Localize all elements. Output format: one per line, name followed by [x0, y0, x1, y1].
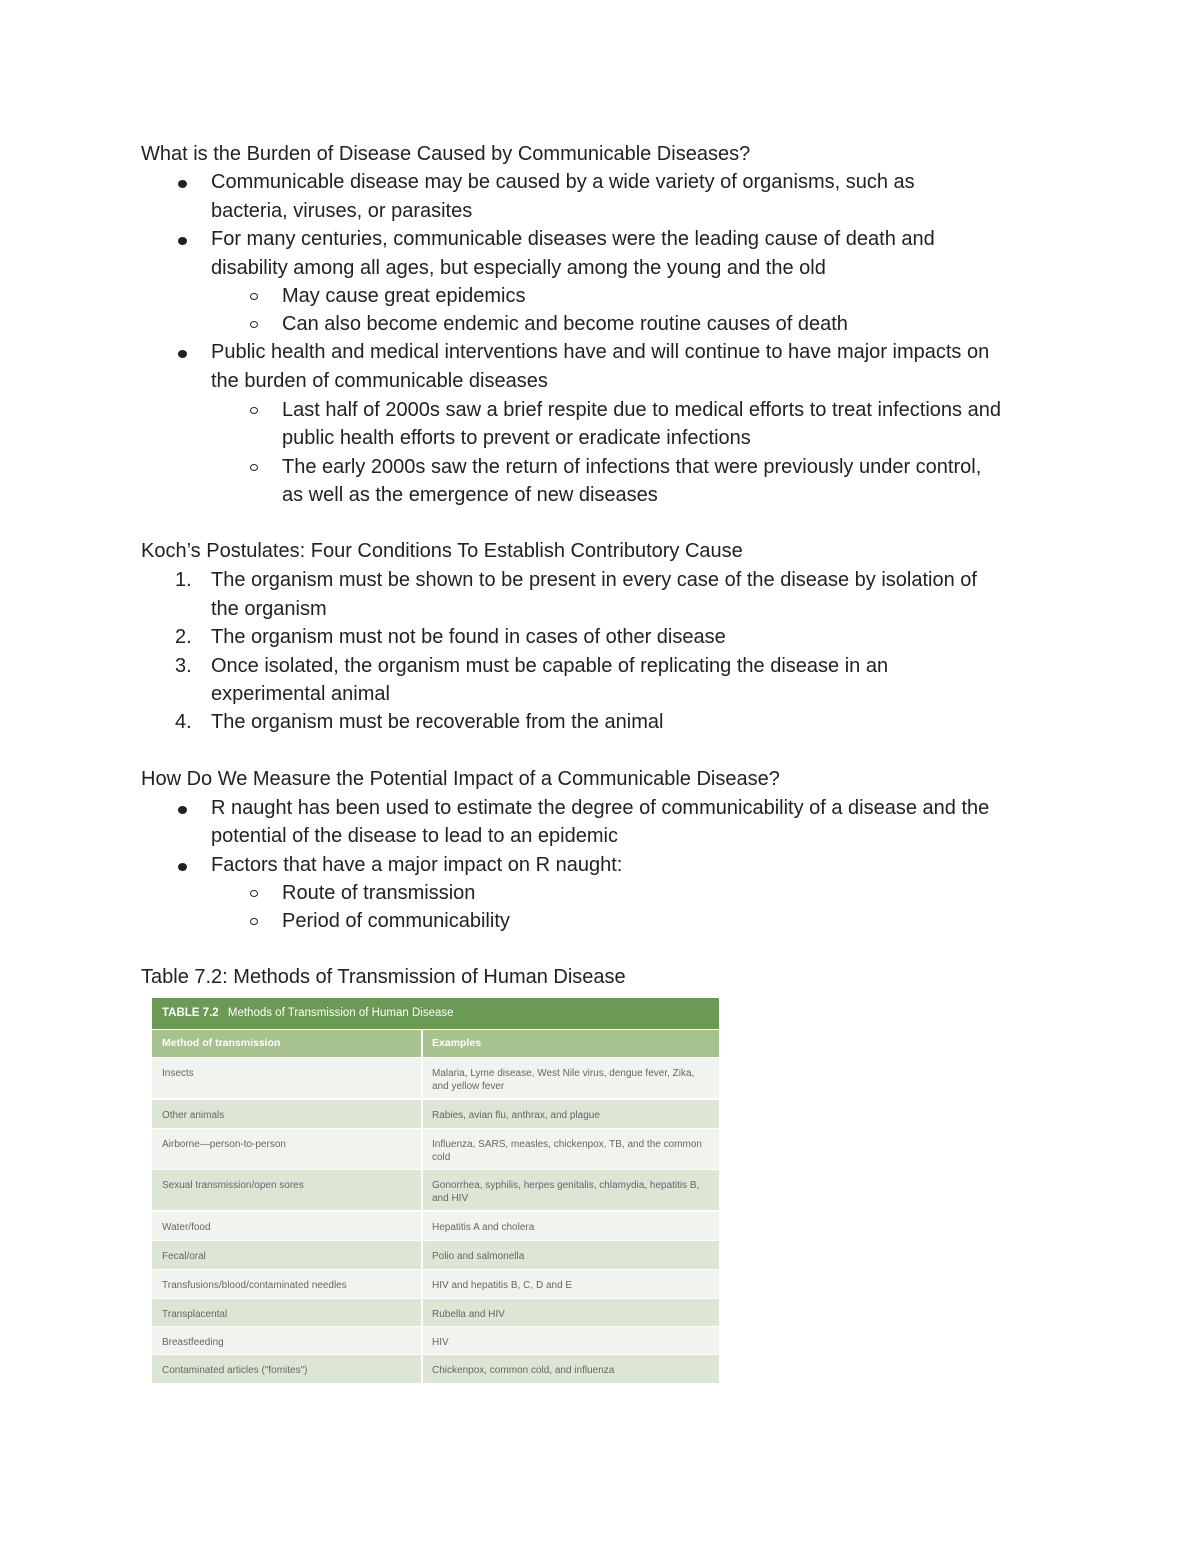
s3-bullet2-sub1: Route of transmission	[282, 882, 476, 904]
section2-heading: Koch’s Postulates: Four Conditions To Establish Contributory Cause	[141, 540, 743, 562]
table-row	[152, 1058, 719, 1098]
section3-heading: How Do We Measure the Potential Impact of a Communicable Disease?	[141, 768, 780, 790]
s2-item3-line2: experimental animal	[211, 683, 390, 705]
table-row	[152, 1100, 719, 1128]
table-row	[152, 1212, 719, 1240]
cell-examples: Gonorrhea, syphilis, herpes genitalis, chlamydia, hepatitis B, and HIV	[432, 1180, 700, 1204]
s1-bullet2-sub1: May cause great epidemics	[282, 285, 526, 307]
figure-title: Methods of Transmission of Human Disease	[227, 1007, 454, 1019]
bullet-circle-icon	[250, 407, 258, 414]
section1-heading: What is the Burden of Disease Caused by Communicable Diseases?	[141, 143, 751, 165]
s1-bullet3-sub1-line2: public health efforts to prevent or eradicate infections	[282, 427, 751, 449]
cell-examples: Influenza, SARS, measles, chickenpox, TB, and the common cold	[432, 1139, 702, 1163]
table-row	[152, 1241, 719, 1269]
s1-bullet3-sub1-line1: Last half of 2000s saw a brief respite due to medical efforts to treat infections and	[282, 399, 1001, 421]
s1-bullet3-sub2-line1: The early 2000s saw the return of infections that were previously under control,	[282, 456, 982, 478]
s1-bullet3-sub2-line2: as well as the emergence of new diseases	[282, 484, 658, 506]
cell-examples: Polio and salmonella	[432, 1251, 525, 1262]
s1-bullet2-line1: For many centuries, communicable diseases were the leading cause of death and	[211, 228, 935, 250]
s2-item1-line2: the organism	[211, 598, 327, 620]
cell-examples: Hepatitis A and cholera	[432, 1222, 535, 1233]
table-row	[152, 1270, 719, 1298]
s1-bullet3-line2: the burden of communicable diseases	[211, 370, 548, 392]
s2-item1-line1: The organism must be shown to be present in every case of the disease by isolation of	[211, 569, 977, 591]
figure-table-label: TABLE 7.2	[162, 1007, 219, 1019]
s1-bullet1-line2: bacteria, viruses, or parasites	[211, 200, 473, 222]
bullet-dot-icon	[178, 863, 187, 871]
s2-item2: The organism must not be found in cases of other disease	[211, 626, 726, 648]
bullet-circle-icon	[250, 464, 258, 471]
bullet-circle-icon	[250, 918, 258, 925]
table-row	[152, 1170, 719, 1210]
cell-method: Airborne—person-to-person	[162, 1139, 286, 1150]
cell-examples: Malaria, Lyme disease, West Nile virus, dengue fever, Zika, and yellow fever	[432, 1068, 695, 1092]
cell-method: Transfusions/blood/contaminated needles	[162, 1280, 347, 1291]
table-row	[152, 1129, 719, 1169]
s1-bullet1-line1: Communicable disease may be caused by a wide variety of organisms, such as	[211, 171, 915, 193]
col-header-method: Method of transmission	[162, 1037, 281, 1049]
table-figure	[152, 998, 719, 1383]
list-number: 3.	[175, 655, 192, 677]
figure-header-row	[152, 1030, 719, 1057]
bullet-dot-icon	[178, 350, 187, 358]
cell-examples: Rubella and HIV	[432, 1309, 505, 1320]
s1-bullet3-line1: Public health and medical interventions have and will continue to have major impacts on	[211, 341, 990, 363]
section4-heading: Table 7.2: Methods of Transmission of Human Disease	[141, 966, 626, 988]
cell-examples: Chickenpox, common cold, and influenza	[432, 1365, 615, 1376]
list-number: 2.	[175, 626, 192, 648]
table-row	[152, 1355, 719, 1383]
cell-examples: HIV	[432, 1337, 449, 1348]
cell-examples: HIV and hepatitis B, C, D and E	[432, 1280, 573, 1291]
figure-title-bar	[152, 998, 719, 1029]
s3-bullet2: Factors that have a major impact on R naught:	[211, 854, 623, 876]
s1-bullet2-line2: disability among all ages, but especially among the young and the old	[211, 257, 826, 279]
s1-bullet2-sub2: Can also become endemic and become routine causes of death	[282, 313, 848, 335]
cell-method: Transplacental	[162, 1309, 228, 1320]
cell-method: Fecal/oral	[162, 1251, 206, 1262]
table-row	[152, 1327, 719, 1354]
bullet-circle-icon	[250, 890, 258, 897]
s3-bullet2-sub2: Period of communicability	[282, 910, 510, 932]
cell-method: Insects	[162, 1068, 194, 1079]
list-number: 1.	[175, 569, 192, 591]
bullet-circle-icon	[250, 293, 258, 300]
s2-item4: The organism must be recoverable from the animal	[211, 711, 664, 733]
s3-bullet1-line2: potential of the disease to lead to an epidemic	[211, 825, 618, 847]
table-row	[152, 1299, 719, 1326]
bullet-dot-icon	[178, 806, 187, 814]
col-header-examples: Examples	[432, 1037, 482, 1049]
cell-method: Breastfeeding	[162, 1337, 224, 1348]
bullet-dot-icon	[178, 237, 187, 245]
s3-bullet1-line1: R naught has been used to estimate the degree of communicability of a disease and the	[211, 797, 990, 819]
cell-examples: Rabies, avian flu, anthrax, and plague	[432, 1110, 600, 1121]
cell-method: Sexual transmission/open sores	[162, 1180, 304, 1191]
cell-method: Other animals	[162, 1110, 225, 1121]
s2-item3-line1: Once isolated, the organism must be capable of replicating the disease in an	[211, 655, 889, 677]
bullet-circle-icon	[250, 321, 258, 328]
cell-method: Water/food	[162, 1222, 211, 1233]
bullet-dot-icon	[178, 180, 187, 188]
cell-method: Contaminated articles ("fomites")	[162, 1365, 308, 1376]
list-number: 4.	[175, 711, 192, 733]
